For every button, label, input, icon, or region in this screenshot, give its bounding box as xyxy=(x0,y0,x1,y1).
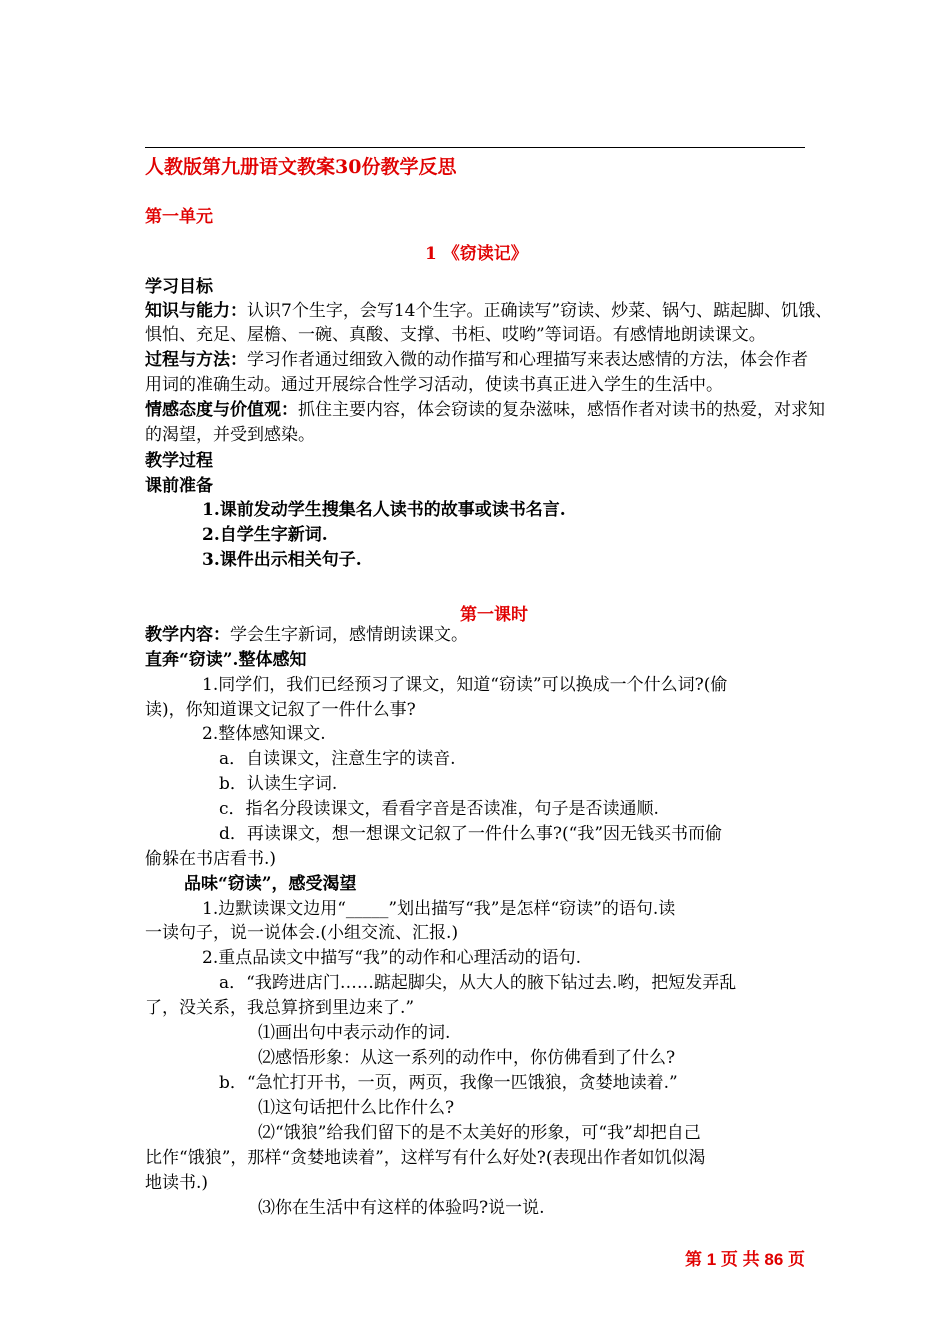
q2d-line-2: 偷躲在书店看书.) xyxy=(145,849,277,869)
q2a: a．自读课文，注意生字的读音. xyxy=(219,749,456,769)
r2a-item-1: ⑴画出句中表示动作的词. xyxy=(258,1023,451,1043)
r2b-item-2-line-1: ⑵“饿狼”给我们留下的是不太美好的形象，可“我”却把自己 xyxy=(258,1123,701,1143)
process-line-1 xyxy=(145,348,810,372)
prep-item-2: 2.自学生字新词. xyxy=(202,525,328,545)
unit-heading: 第一单元 xyxy=(145,207,213,227)
subheading-2: 品味“窃读”，感受渴望 xyxy=(184,874,357,894)
knowledge-text-1: 认识7个生字，会写14个生字。正确读写”窃读、炒菜、锅勺、踮起脚、饥饿、 xyxy=(247,301,833,321)
class1-title: 第一课时 xyxy=(460,605,528,625)
r1-line-2: 一读句子，说一说体会.(小组交流、汇报.) xyxy=(145,923,459,943)
r2b-item-2-line-2: 比作“饿狼”，那样“贪婪地读着”，这样写有什么好处?(表现出作者如饥似渴 xyxy=(145,1148,706,1168)
q2d-line-1: d．再读课文，想一想课文记叙了一件什么事?(“我”因无钱买书而偷 xyxy=(219,824,723,844)
q2b: b．认读生字词. xyxy=(219,774,338,794)
knowledge-label: 知识与能力： xyxy=(145,301,247,321)
q1-line-2: 读)，你知道课文记叙了一件什么事? xyxy=(145,700,416,720)
r2b: b．“急忙打开书，一页，两页，我像一匹饿狼，贪婪地读着.” xyxy=(219,1073,678,1093)
q2: 2.整体感知课文. xyxy=(202,724,326,744)
r2b-item-3: ⑶你在生活中有这样的体验吗?说一说. xyxy=(258,1198,545,1218)
process-text-1: 学习作者通过细致入微的动作描写和心理描写来表达感情的方法，体会作者 xyxy=(247,350,808,370)
class1-content xyxy=(145,623,810,647)
r1-line-1: 1.边默读课文边用“_____”划出描写“我”是怎样“窃读”的语句.读 xyxy=(202,899,676,919)
r2a-line-1: a．“我跨进店门……踮起脚尖，从大人的腋下钻过去.哟，把短发弄乱 xyxy=(219,973,737,993)
document-title: 人教版第九册语文教案30份教学反思 xyxy=(145,156,457,178)
header-rule xyxy=(145,147,805,148)
r2a-item-2: ⑵感悟形象：从这一系列的动作中，你仿佛看到了什么? xyxy=(258,1048,676,1068)
content-text: 学会生字新词，感情朗读课文。 xyxy=(230,625,468,645)
process-line-2: 用词的准确生动。通过开展综合性学习活动，使读书真正进入学生的生活中。 xyxy=(145,375,723,395)
objectives-heading: 学习目标 xyxy=(145,277,213,297)
r2b-item-2-line-3: 地读书.) xyxy=(145,1173,209,1193)
emotion-text-1: 抓住主要内容，体会窃读的复杂滋味，感悟作者对读书的热爱，对求知 xyxy=(298,400,825,420)
process-label: 过程与方法： xyxy=(145,350,247,370)
prep-item-1: 1.课前发动学生搜集名人读书的故事或读书名言. xyxy=(202,500,566,520)
subheading-1: 直奔“窃读”.整体感知 xyxy=(145,650,307,670)
process-heading: 教学过程 xyxy=(145,451,213,471)
knowledge-line-1 xyxy=(145,299,833,323)
prep-heading: 课前准备 xyxy=(145,476,213,496)
prep-item-3: 3.课件出示相关句子. xyxy=(202,550,362,570)
emotion-line-1 xyxy=(145,398,825,422)
r2a-line-2: 了，没关系，我总算挤到里边来了.” xyxy=(145,998,415,1018)
knowledge-line-2: 惧怕、充足、屋檐、一碗、真酸、支撑、书柜、哎哟”等词语。有感情地朗读课文。 xyxy=(145,325,766,345)
content-label: 教学内容： xyxy=(145,625,230,645)
r2: 2.重点品读文中描写“我”的动作和心理活动的语句. xyxy=(202,948,582,968)
r2b-item-1: ⑴这句话把什么比作什么? xyxy=(258,1098,455,1118)
lesson-title: 1 《窃读记》 xyxy=(425,244,528,264)
page-number: 第 1 页 共 86 页 xyxy=(685,1250,805,1269)
emotion-line-2: 的渴望，并受到感染。 xyxy=(145,425,315,445)
q2c: c．指名分段读课文，看看字音是否读准，句子是否读通顺. xyxy=(219,799,659,819)
q1-line-1: 1.同学们，我们已经预习了课文，知道“窃读”可以换成一个什么词?(偷 xyxy=(202,675,728,695)
emotion-label: 情感态度与价值观： xyxy=(145,400,298,420)
